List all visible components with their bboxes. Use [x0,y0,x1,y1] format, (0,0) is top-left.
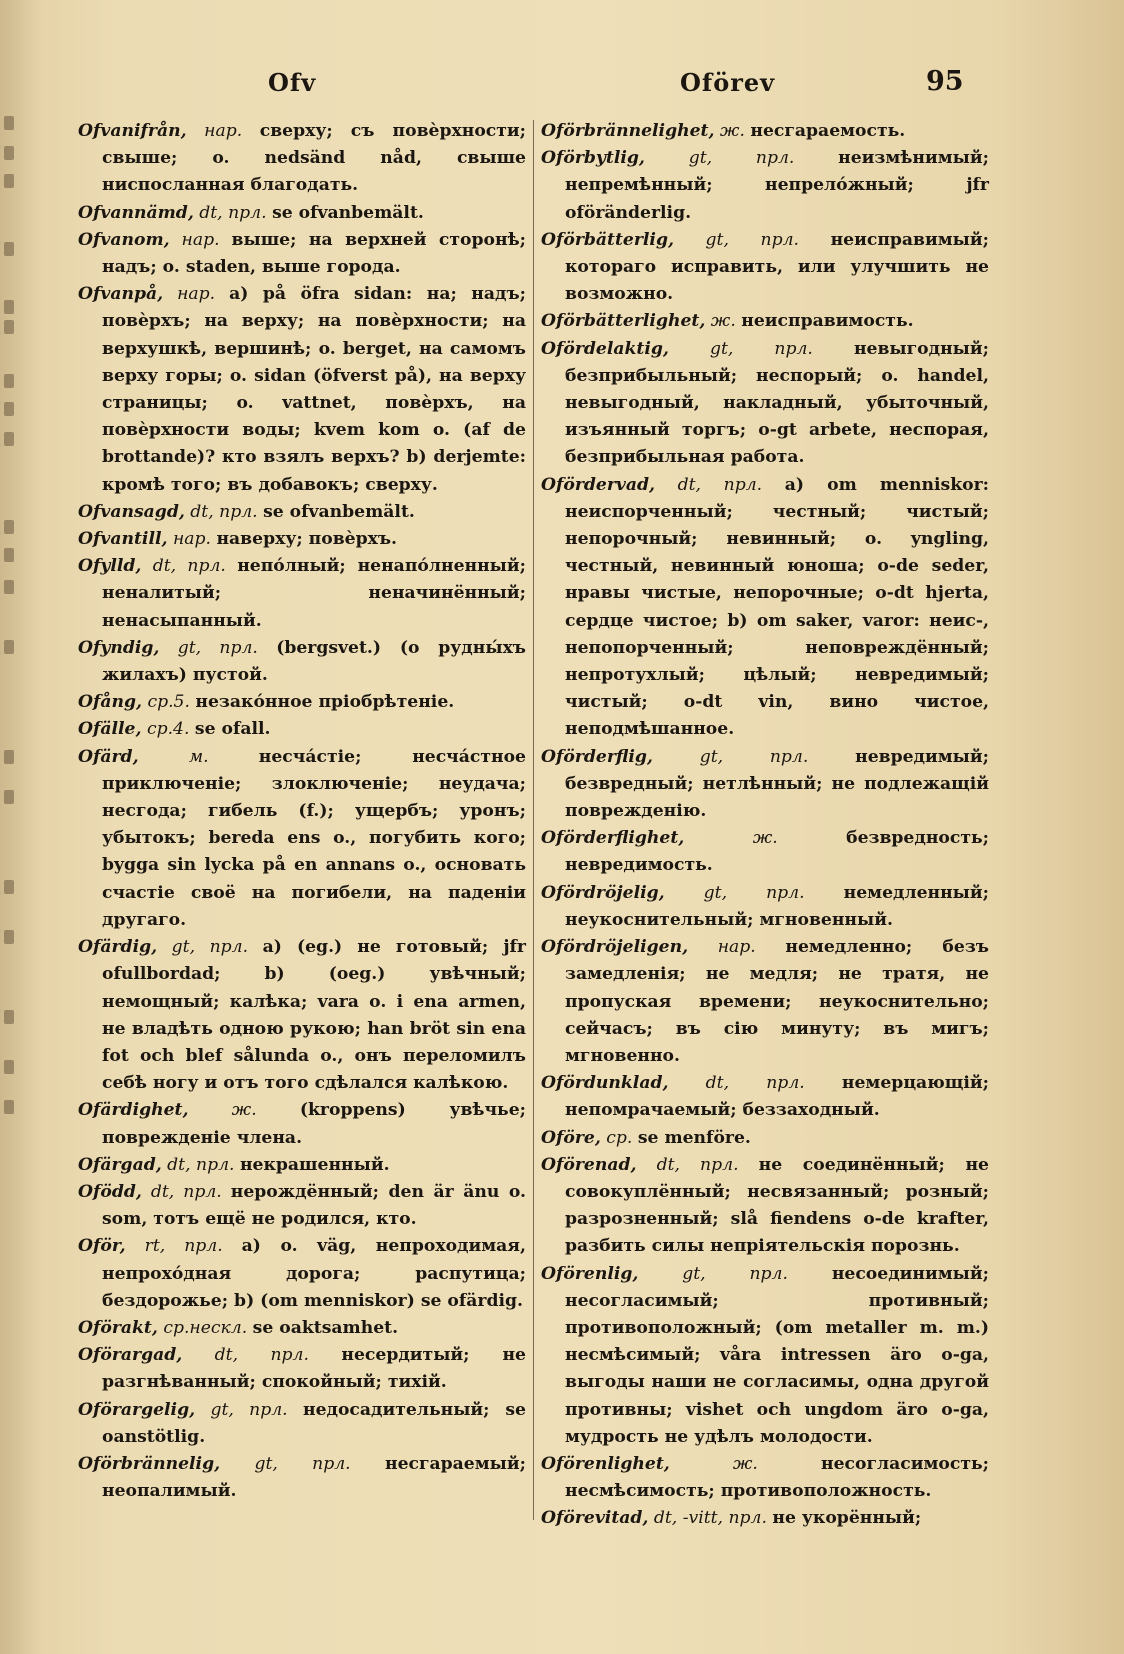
entry-headword: Oförenlig, [541,1263,639,1284]
entry-headword: Oförenad, [541,1154,637,1175]
column-divider [533,120,534,1520]
dictionary-entry [78,1097,526,1151]
dictionary-entry [78,1342,526,1396]
entry-headword: Ofvannämd, [78,202,194,223]
entry-grammar: нар. [169,229,232,250]
entry-grammar: dt, прл. [655,474,785,495]
entry-headword: Ofödd, [78,1181,142,1202]
entry-definition: некрашенный. [239,1154,390,1175]
entry-headword: Ofärd, [78,746,139,767]
entry-headword: Ofyndig, [78,637,160,658]
entry-definition: se ofvanbemält. [263,501,415,522]
entry-definition: недосадительный; se oanstötlig. [102,1399,526,1447]
dictionary-entry [78,553,526,635]
entry-headword: Ofärdighet, [78,1100,189,1121]
entry-grammar: ср. [600,1127,638,1148]
entry-headword: Ofvanom, [78,229,170,250]
entry-headword: Ofördervad, [541,474,656,495]
dictionary-entry [541,1451,989,1505]
dictionary-entry [541,1152,989,1261]
dictionary-entry [78,118,526,200]
entry-grammar: dt, прл. [161,1154,240,1175]
entry-grammar: ср.4. [141,719,195,740]
entry-headword: Oförakt, [78,1317,158,1338]
entry-definition: не соединённый; не совокуплённый; несвязанный; розный; разрозненный; slå fiendens o-de krafter, разбить силы непріятельскія порознь. [565,1154,989,1257]
entry-grammar: dt, прл. [668,1073,842,1094]
entry-definition: несогласимость; несмѣсимость; противоположность. [565,1453,989,1502]
entry-grammar: dt, прл. [193,202,273,223]
entry-grammar: gt, прл. [638,1263,832,1284]
entry-grammar: dt, прл. [182,1345,342,1366]
entry-definition: нерождённый; den är änu o. som, тотъ ещё не родился, кто. [102,1181,527,1230]
entry-definition: непо́лный; ненапо́лненный; неналитый; неначинённый; ненасыпанный. [102,556,526,631]
entry-grammar: нар. [186,121,260,141]
dictionary-entry [541,336,989,472]
entry-grammar: ср.нескл. [157,1317,253,1338]
entry-grammar: gt, прл. [195,1399,303,1420]
dictionary-entry [78,281,526,499]
entry-headword: Oförbätterlig, [541,229,674,250]
dictionary-entry [541,744,989,826]
entry-definition: a) på öfra sidan: на; надъ; повѐрхъ; на верху; на повѐрхности; на верхушкѣ, вершинѣ; o. berget, на самомъ верху горы; o. sidan (öfverst på), на верху страницы; o. vattnet, повѐрхъ, на повѐрхности воды; kvem kom o. (af de brottande)? кто взялъ верхъ? b) derjemte: кромѣ того; въ добавокъ; сверху. [102,284,526,495]
dictionary-entry [78,689,526,716]
entry-definition: сверху; съ повѐрхности; свыше; o. nedsänd nåd, свыше ниспосланная благодать. [102,121,526,196]
entry-headword: Oförenlighet, [541,1453,670,1474]
dictionary-entry [541,227,989,309]
entry-definition: se oaktsamhet. [252,1317,399,1338]
right-running-head: Oförev [680,68,776,97]
entry-headword: Ofång, [78,692,142,713]
entry-grammar: rt, прл. [125,1236,242,1257]
page-number: 95 [926,66,964,97]
entry-definition: несгараемый; неопалимый. [102,1453,526,1502]
dictionary-entry [78,1315,526,1342]
entry-headword: Ofördelaktig, [541,338,669,359]
entry-grammar: нар. [163,284,230,305]
entry-headword: Oförbytlig, [541,148,645,169]
dictionary-entry [541,825,989,879]
entry-headword: Oförevitad, [541,1508,649,1529]
entry-headword: Ofördröjeligen, [541,937,689,958]
entry-definition: a) om menniskor: неиспорченный; честный; чистый; непорочный; невинный; o. yngling, честный, невинный юноша; o-de seder, нравы чистые, непорочные; o-dt hjerta, сердце чистое; b) om saker, varor: неис-, непопорченный; неповреждённый; непротухлый; цѣлый; невредимый; чистый; o-dt vin, вино чистое, неподмѣшанное. [565,474,989,740]
dictionary-entry [78,716,526,743]
page-edge-bleed [0,110,22,1110]
dictionary-entry [541,1261,989,1451]
entry-definition: немедленно; безъ замедленія; не медля; не тратя, не пропуская времени; неукоснительно; сейчасъ; въ сію минуту; въ мигъ; мгновенно. [565,937,989,1066]
entry-headword: Ofvantill, [78,529,168,550]
entry-definition: неисправимость. [741,311,914,332]
dictionary-entry [78,227,526,281]
dictionary-entry [78,1152,526,1179]
entry-definition: несоединимый; несогласимый; противный; противоположный; (om metaller m. m.) несмѣсимый; våra intressen äro o-ga, выгоды наши не согласимы, одна другой противны; vishet och ungdom äro o-ga, мудрость не удѣлъ молодости. [565,1263,989,1447]
entry-grammar: м. [138,746,259,767]
entry-headword: Ofälle, [78,719,142,740]
entry-headword: Ofvanpå, [78,284,164,305]
entry-definition: наверху; повѐрхъ. [216,529,398,550]
entry-headword: Ofylld, [78,556,142,577]
dictionary-entry [541,472,989,744]
entry-headword: Ofvansagd, [78,501,185,522]
entry-definition: немедленный; неукоснительный; мгновенный. [565,882,989,930]
entry-headword: Oförbrännelighet, [541,121,715,141]
entry-definition: несча́стіе; несча́стное приключеніе; злоключеніе; неудача; несгода; гибель (f.); ущербъ; уронъ; убытокъ; bereda ens o., погубить кого; bygga sin lycka på en annans o., основать счастіе своё на погибели, на паденіи другаго. [102,746,526,930]
entry-headword: Oförbätterlighet, [541,311,706,332]
entry-headword: Oförargad, [78,1345,183,1366]
entry-definition: (kroppens) увѣчье; поврежденіе члена. [102,1100,526,1148]
entry-headword: Ofärdig, [78,937,158,958]
dictionary-entry [541,1505,989,1532]
dictionary-entry [78,934,526,1097]
entry-grammar: gt, прл. [159,637,277,658]
entry-definition: незако́нное пріобрѣтеніе. [195,692,455,713]
entry-grammar: ж. [669,1453,822,1474]
entry-headword: Oförderflighet, [541,828,685,849]
entry-headword: Oför, [78,1236,126,1257]
entry-grammar: ж. [684,828,847,849]
entry-grammar: ср.5. [142,692,196,713]
entry-grammar: ж. [188,1100,300,1121]
entry-grammar: gt, прл. [673,229,831,250]
entry-grammar: ж. [705,311,742,332]
entry-grammar: gt, прл. [668,338,854,359]
dictionary-entry [541,880,989,934]
dictionary-entry [541,308,989,335]
entry-headword: Ofärgad, [78,1154,162,1175]
entry-definition: невредимый; безвредный; нетлѣнный; не подлежащій поврежденію. [565,746,989,822]
entry-headword: Ofvanifrån, [78,121,187,141]
dictionary-entry [78,744,526,934]
entry-definition: a) (eg.) не готовый; jfr ofullbordad; b) (oeg.) увѣчный; немощный; калѣка; vara o. i ena armen, не владѣть одною рукою; han bröt sin ena fot och blef sålunda o., онъ переломилъ себѣ ногу и отъ того сдѣлался калѣкою. [102,937,526,1094]
entry-grammar: dt, прл. [636,1154,759,1175]
entry-grammar: dt, прл. [141,556,238,577]
entry-definition: невыгодный; безприбыльный; неспорый; o. handel, невыгодный, накладный, убыточный, изъянный торгъ; o-gt arbete, неспорая, безприбыльная работа. [565,338,989,468]
entry-grammar: gt, прл. [664,882,844,903]
left-column [78,118,526,1505]
dictionary-entry [78,526,526,553]
entry-grammar: gt, прл. [220,1453,385,1474]
entry-headword: Ofördröjelig, [541,882,665,903]
dictionary-entry [541,145,989,227]
entry-definition: (bergsvet.) (о рудны́хъ жилахъ) пустой. [102,637,526,686]
entry-grammar: dt, прл. [184,501,264,522]
entry-grammar: dt, -vitt, прл. [648,1508,773,1529]
entry-definition: неизмѣнимый; непремѣнный; непрело́жный; jfr oföränderlig. [565,148,989,223]
entry-headword: Oförbrännelig, [78,1453,221,1474]
entry-definition: se menföre. [637,1127,751,1148]
entry-grammar: dt, прл. [141,1181,231,1202]
running-header [0,64,1124,104]
entry-definition: se ofvanbemält. [272,202,424,223]
entry-definition: несердитый; не разгнѣванный; спокойный; тихій. [102,1345,526,1393]
entry-grammar: gt, прл. [157,937,263,958]
entry-definition: выше; на верхней сторонѣ; надъ; o. staden, выше города. [102,229,526,278]
entry-definition: немерцающій; непомрачаемый; беззаходный. [565,1073,989,1121]
entry-definition: безвредность; невредимость. [565,828,989,876]
dictionary-entry [541,1070,989,1124]
entry-grammar: gt, прл. [644,148,839,169]
dictionary-entry [78,1451,526,1505]
entry-grammar: ж. [714,121,751,141]
dictionary-entry [78,1233,526,1315]
entry-grammar: нар. [688,937,786,958]
dictionary-entry [541,1125,989,1152]
right-column [541,118,989,1533]
dictionary-entry [78,1179,526,1233]
entry-headword: Oförargelig, [78,1399,196,1420]
dictionary-entry [78,200,526,227]
entry-headword: Oföre, [541,1127,601,1148]
entry-headword: Oförderflig, [541,746,653,767]
dictionary-entry [541,118,989,145]
dictionary-entry [541,934,989,1070]
entry-definition: a) o. väg, непроходимая, непрохо́дная дорога; распутица; бездорожье; b) (om menniskor) se ofärdig. [102,1236,526,1311]
entry-headword: Ofördunklad, [541,1073,669,1094]
dictionary-entry [78,635,526,689]
entry-definition: не укорённый; [772,1508,922,1529]
entry-grammar: gt, прл. [652,746,856,767]
entry-definition: неисправимый; котораго исправить, или улучшить не возможно. [565,229,989,305]
dictionary-entry [78,1397,526,1451]
dictionary-entry [78,499,526,526]
entry-grammar: нар. [167,529,217,550]
left-running-head: Ofv [268,68,317,97]
entry-definition: se ofall. [194,719,271,740]
entry-definition: несгараемость. [750,121,906,141]
